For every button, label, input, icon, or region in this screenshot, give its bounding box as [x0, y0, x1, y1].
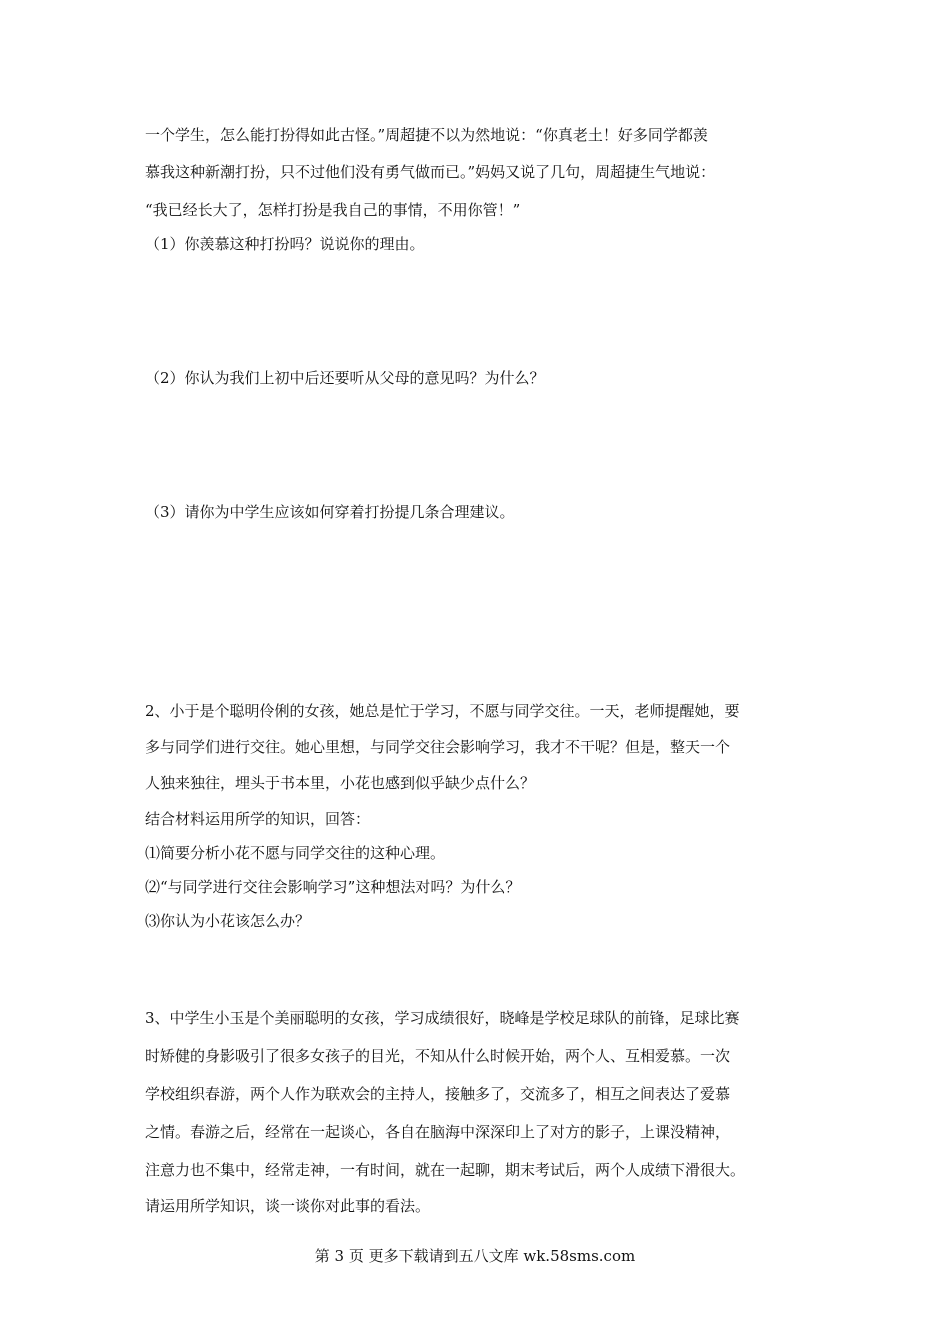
story-line: 慕我这种新潮打扮，只不过他们没有勇气做而已。”妈妈又说了几句，周超捷生气地说：	[145, 163, 716, 181]
question-1-3: （3）请你为中学生应该如何穿着打扮提几条合理建议。	[145, 503, 515, 521]
section2-line: 人独来独往，埋头于书本里，小花也感到似乎缺少点什么？	[145, 774, 536, 792]
section2-line: 2、小于是个聪明伶俐的女孩，她总是忙于学习，不愿与同学交往。一天，老师提醒她，要	[145, 702, 740, 720]
question-1-2: （2）你认为我们上初中后还要听从父母的意见吗？为什么？	[145, 369, 545, 387]
question-1-1: （1）你羡慕这种打扮吗？说说你的理由。	[145, 235, 425, 253]
section3-question: 请运用所学知识，谈一谈你对此事的看法。	[145, 1197, 431, 1215]
question-2-1: ⑴简要分析小花不愿与同学交往的这种心理。	[145, 844, 446, 862]
section3-line: 3、中学生小玉是个美丽聪明的女孩，学习成绩很好，晓峰是学校足球队的前锋，足球比赛	[145, 1009, 740, 1027]
page-footer: 第 3 页 更多下载请到五八文库 wk.58sms.com	[314, 1247, 636, 1265]
section3-line: 注意力也不集中，经常走神，一有时间，就在一起聊，期末考试后，两个人成绩下滑很大。	[145, 1161, 746, 1179]
question-2-2: ⑵“与同学进行交往会影响学习”这种想法对吗？为什么？	[145, 878, 521, 896]
section3-line: 学校组织春游，两个人作为联欢会的主持人，接触多了，交流多了，相互之间表达了爱慕	[145, 1085, 731, 1103]
question-2-3: ⑶你认为小花该怎么办？	[145, 912, 311, 930]
story-line: “我已经长大了，怎样打扮是我自己的事情，不用你管！”	[145, 201, 521, 219]
section2-line: 多与同学们进行交往。她心里想，与同学交往会影响学习，我才不干呢？但是，整天一个	[145, 738, 731, 756]
section3-line: 时矫健的身影吸引了很多女孩子的目光，不知从什么时候开始，两个人、互相爱慕。一次	[145, 1047, 731, 1065]
section2-instruction: 结合材料运用所学的知识，回答：	[145, 810, 371, 828]
section3-line: 之情。春游之后，经常在一起谈心，各自在脑海中深深印上了对方的影子，上课没精神，	[145, 1123, 731, 1141]
story-line: 一个学生，怎么能打扮得如此古怪。”周超捷不以为然地说：“你真老土！好多同学都羡	[145, 126, 708, 144]
